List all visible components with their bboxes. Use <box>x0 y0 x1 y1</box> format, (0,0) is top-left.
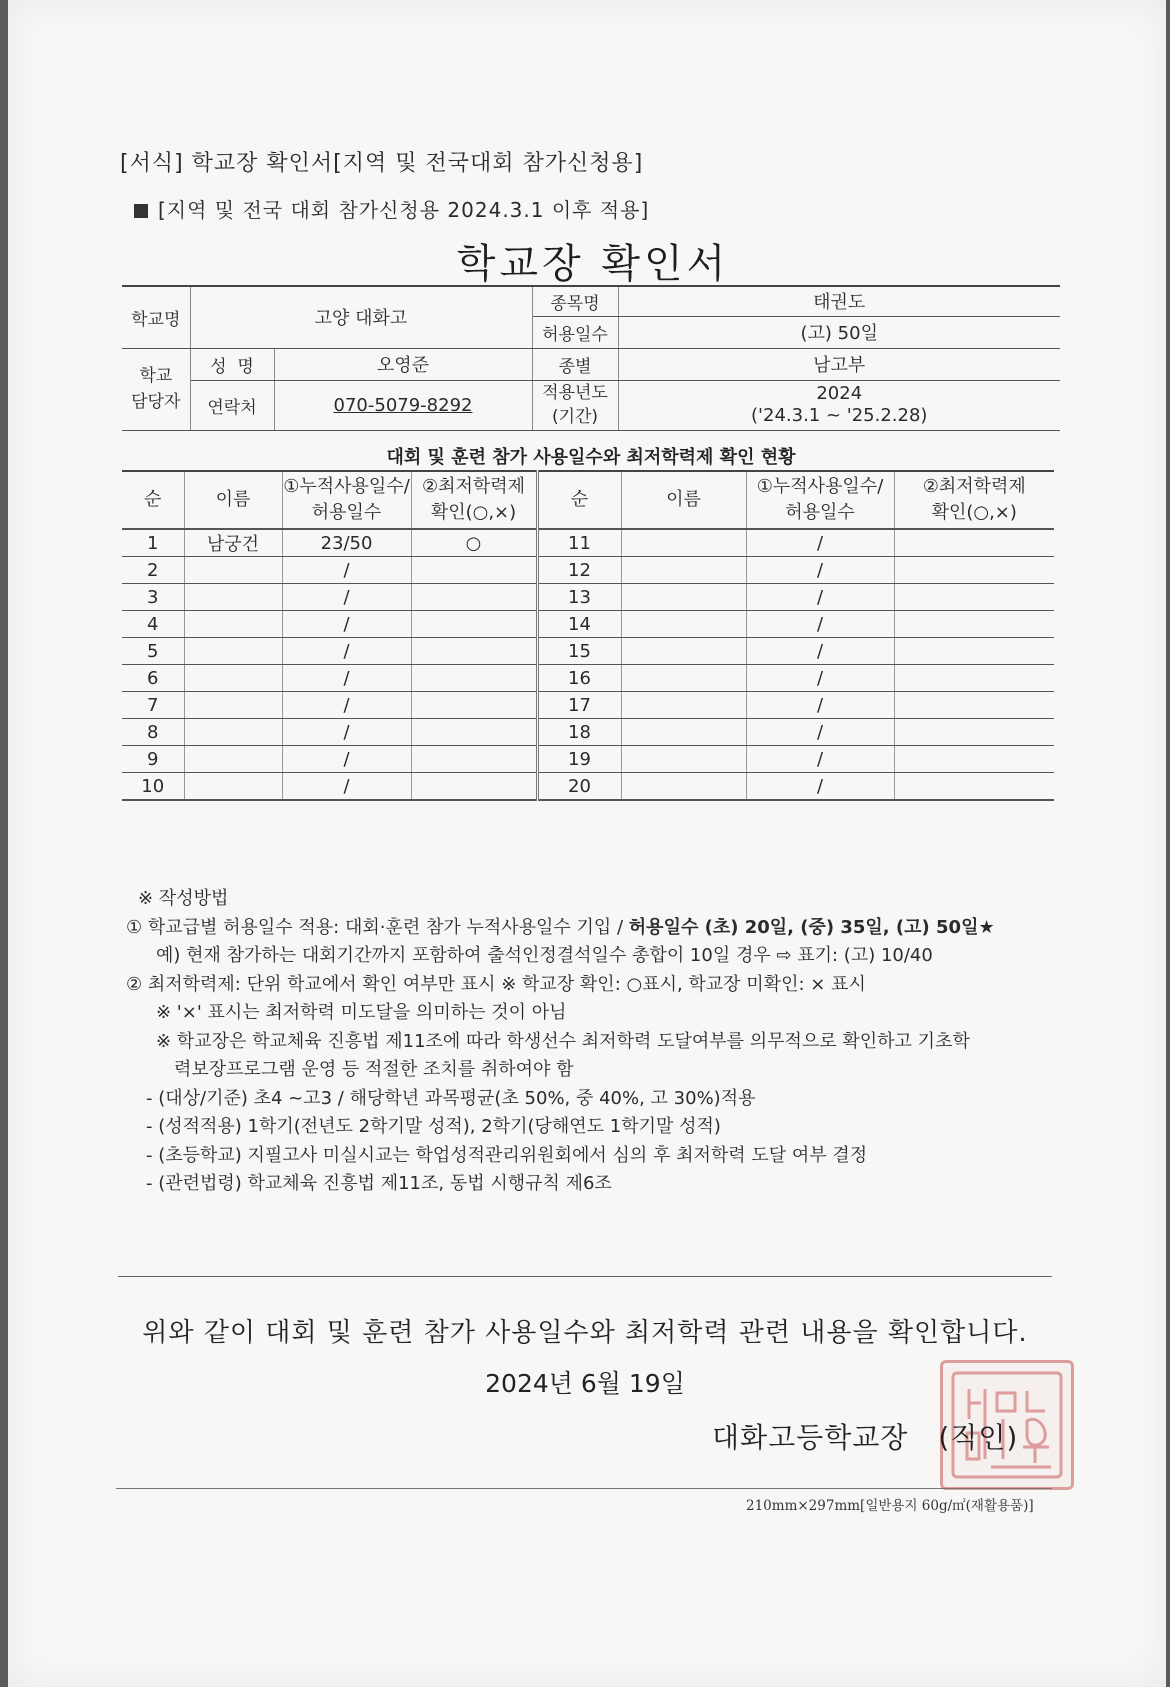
apply-year-value: 2024 <box>816 383 863 404</box>
min-academic-cell <box>411 773 537 801</box>
table-row <box>122 529 1054 557</box>
notes-heading: ※ 작성방법 <box>138 888 229 909</box>
min-academic-cell <box>894 638 1054 665</box>
status-section-title: 대회 및 훈련 참가 사용일수와 최저학력제 확인 현황 <box>386 447 796 468</box>
student-name-cell <box>621 584 746 611</box>
student-name-cell <box>621 529 746 557</box>
student-name-cell <box>621 692 746 719</box>
min-academic-cell: ○ <box>411 529 537 557</box>
cumulative-days-cell: / <box>282 611 411 638</box>
division-value: 남고부 <box>618 348 1060 380</box>
student-name-cell <box>184 773 282 801</box>
allowed-days-label: 허용일수 <box>532 316 618 348</box>
row-number-cell: 16 <box>537 665 621 692</box>
student-name-cell <box>621 719 746 746</box>
row-number-cell: 20 <box>537 773 621 801</box>
student-name-cell <box>621 557 746 584</box>
min-academic-cell <box>411 692 537 719</box>
row-number-cell: 6 <box>122 665 184 692</box>
note-2-remark-a: ※ '×' 표시는 최저학력 미도달을 의미하는 것이 아님 <box>156 1002 567 1023</box>
applicability-line <box>134 194 649 223</box>
contact-label: 연락처 <box>190 380 274 430</box>
note-2: ② 최저학력제: 단위 학교에서 확인 여부만 표시 ※ 학교장 확인: ○표시, 학교장 미확인: × 표시 <box>126 973 866 995</box>
apply-year-label: 적용년도 (기간) <box>532 380 618 430</box>
table-row <box>122 746 1054 773</box>
student-name-cell <box>184 746 282 773</box>
signer-name: 대화고등학교장 <box>712 1421 909 1454</box>
cumulative-days-cell: / <box>282 665 411 692</box>
school-info-table <box>122 285 1060 431</box>
row-number-cell: 17 <box>537 692 621 719</box>
row-number-cell: 8 <box>122 719 184 746</box>
header-cumulative-left: ①누적사용일수/ 허용일수 <box>282 471 411 529</box>
header-name-right: 이름 <box>621 471 746 529</box>
document-title: 학교장 확인서 <box>456 241 730 287</box>
min-academic-cell <box>411 638 537 665</box>
row-number-cell: 14 <box>537 611 621 638</box>
min-academic-cell <box>894 692 1054 719</box>
event-value: 태권도 <box>618 286 1060 316</box>
row-number-cell: 11 <box>537 529 621 557</box>
table-row <box>122 611 1054 638</box>
cumulative-days-cell: / <box>282 719 411 746</box>
header-name-left: 이름 <box>184 471 282 529</box>
allowed-days-value: (고) 50일 <box>618 316 1060 348</box>
row-number-cell: 19 <box>537 746 621 773</box>
min-academic-cell <box>411 611 537 638</box>
row-number-cell: 7 <box>122 692 184 719</box>
student-name-cell <box>621 638 746 665</box>
form-label: [서식] 학교장 확인서[지역 및 전국대회 참가신청용] <box>120 151 644 176</box>
header-min-academic-right: ②최저학력제 확인(○,×) <box>894 471 1054 529</box>
writing-instructions <box>126 885 1086 1199</box>
cumulative-days-cell: / <box>746 584 894 611</box>
cumulative-days-cell: / <box>746 746 894 773</box>
note-detail-2: - (성적적용) 1학기(전년도 2학기말 성적), 2학기(당해연도 1학기말 성적) <box>146 1116 721 1137</box>
status-table <box>122 470 1054 801</box>
student-name-cell <box>621 746 746 773</box>
student-name-cell <box>184 584 282 611</box>
student-name-cell <box>184 557 282 584</box>
school-name-value: 고양 대화고 <box>190 286 532 348</box>
row-number-cell: 18 <box>537 719 621 746</box>
row-number-cell: 12 <box>537 557 621 584</box>
apply-year-cell <box>618 380 1060 430</box>
cumulative-days-cell: / <box>282 584 411 611</box>
note-detail-4: - (관련법령) 학교체육 진흥법 제11조, 동법 시행규칙 제6조 <box>146 1173 612 1194</box>
row-number-cell: 15 <box>537 638 621 665</box>
cumulative-days-cell: / <box>282 557 411 584</box>
student-name-cell <box>621 665 746 692</box>
min-academic-cell <box>894 611 1054 638</box>
cumulative-days-cell: / <box>746 557 894 584</box>
manager-label: 학교 담당자 <box>122 348 190 430</box>
school-name-label: 학교명 <box>122 286 190 348</box>
min-academic-cell <box>411 557 537 584</box>
cumulative-days-cell: / <box>746 529 894 557</box>
note-1-example: 예) 현재 참가하는 대회기간까지 포함하여 출석인정결석일수 총합이 10일 경우 ⇨ 표기: (고) 10/40 <box>156 945 933 966</box>
table-row <box>122 773 1054 801</box>
note-detail-1: - (대상/기준) 초4 ~고3 / 해당학년 과목평균(초 50%, 중 40%, 고 30%)적용 <box>146 1087 756 1109</box>
student-name-cell <box>621 773 746 801</box>
student-name-cell <box>184 665 282 692</box>
note-1 <box>126 914 1086 943</box>
note-1-emphasis: 허용일수 (초) 20일, (중) 35일, (고) 50일★ <box>628 916 995 938</box>
signer-line <box>712 1416 1018 1456</box>
manager-name-label: 성 명 <box>190 348 274 380</box>
cumulative-days-cell: / <box>746 611 894 638</box>
table-row <box>122 719 1054 746</box>
min-academic-cell <box>894 529 1054 557</box>
table-row <box>122 638 1054 665</box>
row-number-cell: 2 <box>122 557 184 584</box>
header-no-right: 순 <box>537 471 621 529</box>
min-academic-cell <box>411 584 537 611</box>
note-2-remark-c: 력보장프로그램 운영 등 적절한 조치를 취하여야 함 <box>174 1059 574 1080</box>
divider-top <box>118 1276 1052 1277</box>
row-number-cell: 10 <box>122 773 184 801</box>
student-name-cell <box>184 719 282 746</box>
header-min-academic-left: ②최저학력제 확인(○,×) <box>411 471 537 529</box>
cumulative-days-cell: / <box>746 638 894 665</box>
cumulative-days-cell: / <box>282 638 411 665</box>
seal-label: (직인) <box>938 1421 1019 1454</box>
student-name-cell <box>621 611 746 638</box>
contact-value <box>274 380 532 430</box>
student-name-cell <box>184 611 282 638</box>
min-academic-cell <box>894 665 1054 692</box>
cumulative-days-cell: / <box>282 692 411 719</box>
cumulative-days-cell: / <box>746 719 894 746</box>
table-row <box>122 692 1054 719</box>
min-academic-cell <box>894 746 1054 773</box>
applicability-text: [지역 및 전국 대회 참가신청용 2024.3.1 이후 적용] <box>158 198 650 222</box>
student-name-cell: 남궁건 <box>184 529 282 557</box>
header-no-left: 순 <box>122 471 184 529</box>
row-number-cell: 3 <box>122 584 184 611</box>
cumulative-days-cell: 23/50 <box>282 529 411 557</box>
min-academic-cell <box>411 719 537 746</box>
table-row <box>122 584 1054 611</box>
row-number-cell: 5 <box>122 638 184 665</box>
confirmation-statement: 위와 같이 대회 및 훈련 참가 사용일수와 최저학력 관련 내용을 확인합니다. <box>142 1318 1028 1348</box>
status-table-body <box>122 529 1054 800</box>
student-name-cell <box>184 692 282 719</box>
note-2-remark-b: ※ 학교장은 학교체육 진흥법 제11조에 따라 학생선수 최저학력 도달여부를 의무적으로 확인하고 기초학 <box>156 1030 970 1052</box>
min-academic-cell <box>894 557 1054 584</box>
min-academic-cell <box>411 746 537 773</box>
contact-number: 070-5079-8292 <box>333 394 473 416</box>
cumulative-days-cell: / <box>282 773 411 801</box>
row-number-cell: 9 <box>122 746 184 773</box>
cumulative-days-cell: / <box>282 746 411 773</box>
square-bullet-icon <box>134 204 148 218</box>
min-academic-cell <box>894 719 1054 746</box>
cumulative-days-cell: / <box>746 665 894 692</box>
cumulative-days-cell: / <box>746 692 894 719</box>
cumulative-days-cell: / <box>746 773 894 801</box>
division-label: 종별 <box>532 348 618 380</box>
note-detail-3: - (초등학교) 지필고사 미실시교는 학업성적관리위원회에서 심의 후 최저학력 도달 여부 결정 <box>146 1144 868 1166</box>
event-label: 종목명 <box>532 286 618 316</box>
manager-name-value: 오영준 <box>274 348 532 380</box>
min-academic-cell <box>894 584 1054 611</box>
row-number-cell: 13 <box>537 584 621 611</box>
student-name-cell <box>184 638 282 665</box>
min-academic-cell <box>411 665 537 692</box>
row-number-cell: 1 <box>122 529 184 557</box>
confirmation-date: 2024년 6월 19일 <box>485 1369 685 1398</box>
header-cumulative-right: ①누적사용일수/ 허용일수 <box>746 471 894 529</box>
row-number-cell: 4 <box>122 611 184 638</box>
note-1-text: ① 학교급별 허용일수 적용: 대회·훈련 참가 누적사용일수 기입 / <box>126 916 629 938</box>
table-row <box>122 665 1054 692</box>
table-row <box>122 557 1054 584</box>
divider-bottom <box>116 1488 1052 1489</box>
apply-period-value: ('24.3.1 ~ '25.2.28) <box>751 405 928 426</box>
paper-spec: 210mm×297mm[일반용지 60g/㎡(재활용품)] <box>746 1498 1034 1514</box>
min-academic-cell <box>894 773 1054 801</box>
